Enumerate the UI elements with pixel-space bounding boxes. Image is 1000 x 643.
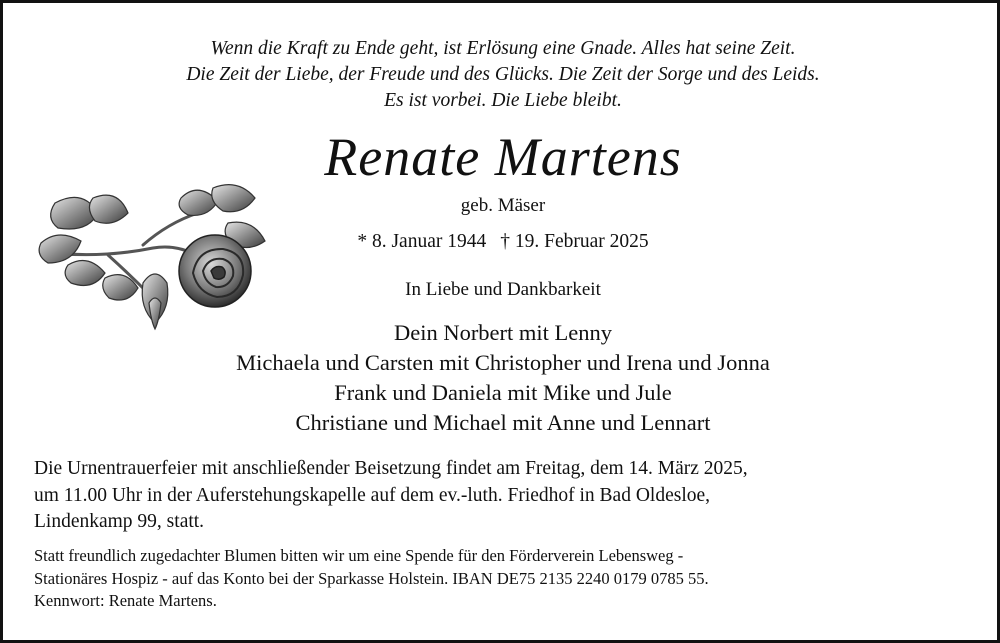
death-date: † 19. Februar 2025 <box>500 231 649 252</box>
mourner-line: Christiane und Michael mit Anne und Lennart <box>295 410 711 435</box>
birth-date: * 8. Januar 1944 <box>357 231 487 252</box>
verse-line: Die Zeit der Liebe, der Freude und des Glücks. Die Zeit der Sorge und des Leids. <box>186 64 820 85</box>
mourner-line: Michaela und Carsten mit Christopher und Irena und Jonna <box>236 350 770 375</box>
donation-line: Statt freundlich zugedachter Blumen bitten wir um eine Spende für den Förderverein Lebensweg - <box>34 546 684 565</box>
mourners-list <box>3 318 1000 438</box>
rose-icon <box>33 183 268 333</box>
deceased-name: Renate Martens <box>324 127 682 187</box>
rose-bloom <box>179 235 251 307</box>
mourner-line: Frank und Daniela mit Mike und Jule <box>334 380 672 405</box>
donation-line: Kennwort: Renate Martens. <box>34 591 217 610</box>
mourner-line: Dein Norbert mit Lenny <box>393 320 613 345</box>
life-dates <box>303 228 703 256</box>
donation-line: Stationäres Hospiz - auf das Konto bei der Sparkasse Holstein. IBAN DE75 2135 2240 0179 0785 55. <box>34 568 709 588</box>
verse-line: Es ist vorbei. Die Liebe bleibt. <box>384 90 622 111</box>
maiden-name: geb. Mäser <box>460 195 546 216</box>
verse <box>3 36 1000 114</box>
closing-phrase: In Liebe und Dankbarkeit <box>405 279 601 300</box>
ceremony-line: Die Urnentrauerfeier mit anschließender Beisetzung findet am Freitag, dem 14. März 2025, <box>34 458 748 479</box>
donation-info <box>34 545 934 613</box>
ceremony-line: um 11.00 Uhr in der Auferstehungskapelle auf dem ev.-luth. Friedhof in Bad Oldesloe, <box>34 484 711 506</box>
ceremony-info <box>34 456 934 536</box>
ceremony-line: Lindenkamp 99, statt. <box>34 511 205 532</box>
verse-line: Wenn die Kraft zu Ende geht, ist Erlösung eine Gnade. Alles hat seine Zeit. <box>210 38 796 59</box>
